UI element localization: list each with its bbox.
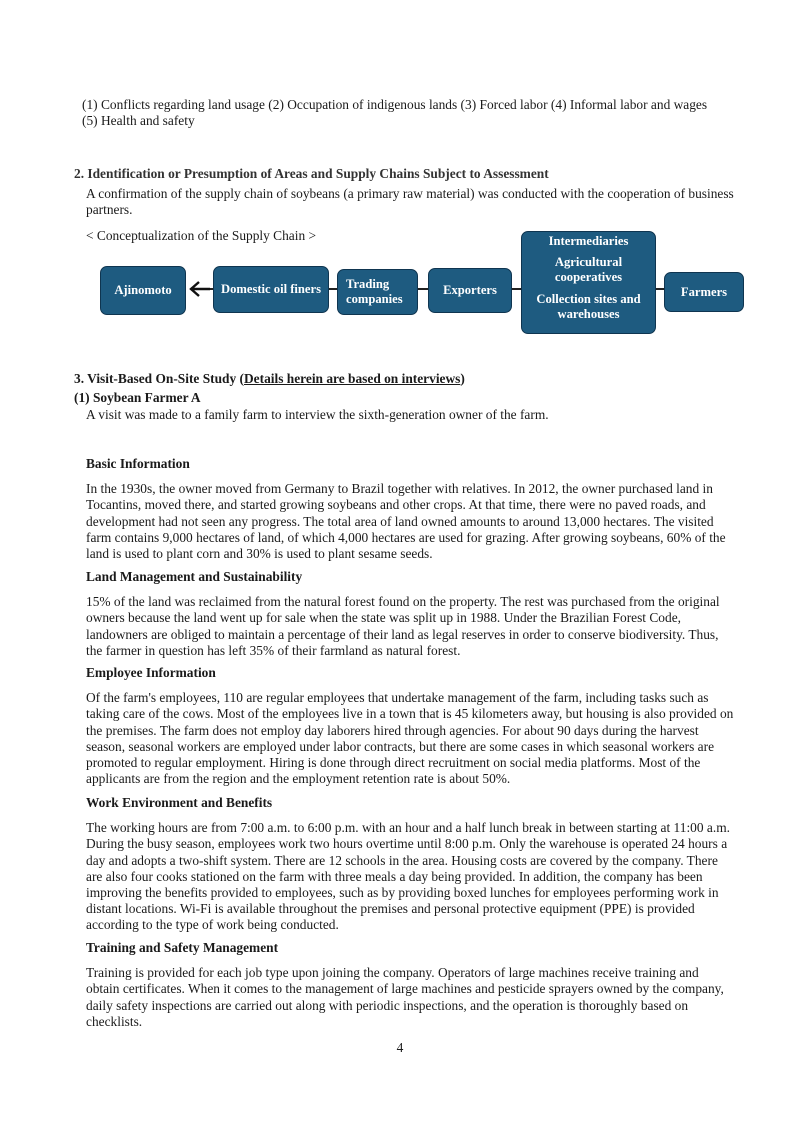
section-title: Basic Information <box>86 456 190 471</box>
section-3-heading-underlined: Details herein are based on interviews <box>244 371 461 386</box>
intermediaries-title: Intermediaries <box>548 234 629 248</box>
section-land-management <box>86 569 734 659</box>
section-3-intro: A visit was made to a family farm to interview the sixth-generation owner of the farm. <box>86 407 549 422</box>
node-farmers: Farmers <box>664 272 744 312</box>
arrow-left-icon <box>188 280 212 298</box>
section-body: In the 1930s, the owner moved from Germany to Brazil together with relatives. In 2012, the owner purchased land in Tocantins, moved there, and started growing soybeans and other crops. At that time, there were no paved roads, and development had not seen any progress. The total area of land owned amounts to around 13,000 hectares. The visited farm contains 9,000 hectares of land, of which 4,000 hectares are used for grazing. After growing soybeans, 60% of the land is used to plant corn and 30% is used to plant sesame seeds. <box>86 481 726 562</box>
node-ajinomoto: Ajinomoto <box>100 266 186 315</box>
collection-sites-label: Collection sites and warehouses <box>536 292 641 321</box>
section-2-text: A confirmation of the supply chain of soybeans (a primary raw material) was conducted with the cooperation of business partners. <box>86 186 734 218</box>
section-title: Work Environment and Benefits <box>86 795 273 810</box>
section-2-heading: 2. Identification or Presumption of Areas and Supply Chains Subject to Assessment <box>74 166 549 181</box>
section-training-safety <box>86 940 734 1030</box>
agricultural-cooperatives-label: Agricultural cooperatives <box>554 255 623 284</box>
section-body: Training is provided for each job type upon joining the company. Operators of large machines receive training and obtain certificates. When it comes to the management of large machines and pesticide sprayers owned by the company, daily safety inspections are carried out along with periodic inspections, and the operation is thoroughly based on checklists. <box>86 965 724 1029</box>
node-intermediaries <box>521 231 656 334</box>
node-domestic-oil-finers: Domestic oil finers <box>213 266 329 313</box>
section-title: Land Management and Sustainability <box>86 569 303 584</box>
section-3-subheading: (1) Soybean Farmer A <box>74 390 201 405</box>
supply-chain-caption: < Conceptualization of the Supply Chain > <box>86 228 317 243</box>
section-3-heading: 3. Visit-Based On-Site Study (Details herein are based on interviews) <box>74 371 465 386</box>
section-title: Training and Safety Management <box>86 940 279 955</box>
page-number: 4 <box>396 1040 404 1055</box>
node-exporters: Exporters <box>428 268 512 313</box>
section-work-environment <box>86 795 734 934</box>
section-title: Employee Information <box>86 665 216 680</box>
section-basic-information <box>86 456 734 562</box>
section-body: The working hours are from 7:00 a.m. to 6:00 p.m. with an hour and a half lunch break in between starting at 11:00 a.m. During the busy season, employees work two hours overtime until 8:00 p.m. Only the warehouse is operated 24 hours a day and adopts a two-shift system. There are 12 schools in the area. Housing costs are covered by the company. There are also four cooks stationed on the farm with three meals a day being provided. In addition, the company has been improving the benefits provided to employees, such as by providing boxed lunches for employees performing work in distant locations. Wi-Fi is available throughout the premises and personal protective equipment (PPE) is provided according to the type of work being conducted. <box>86 820 730 933</box>
section-employee-information <box>86 665 734 787</box>
section-body: Of the farm's employees, 110 are regular employees that undertake management of the farm, including tasks such as taking care of the cows. Most of the employees live in a town that is 45 kilometers away, but housing is also provided on the premises. The farm does not employ day laborers hired through agencies. For about 90 days during the harvest season, seasonal workers are employed under labor contracts, but there are some cases in which seasonal workers are promoted to regular employment. Hiring is done through direct recruitment on social media platforms. Most of the applicants are from the region and the employment retention rate is about 50%. <box>86 690 734 787</box>
node-trading-companies: Trading companies <box>337 269 418 315</box>
risk-list: (1) Conflicts regarding land usage (2) Occupation of indigenous lands (3) Forced labor (4) Informal labor and wages (5) Health and safety <box>82 97 708 129</box>
section-body: 15% of the land was reclaimed from the natural forest found on the property. The rest was purchased from the original owners because the land went up for sale when the state was split up in 1988. Under the Brazilian Forest Code, landowners are obliged to maintain a percentage of their land as legal reserves in order to conserve biodiversity. Thus, the farmer in question has left 35% of their farmland as natural forest. <box>86 594 720 658</box>
